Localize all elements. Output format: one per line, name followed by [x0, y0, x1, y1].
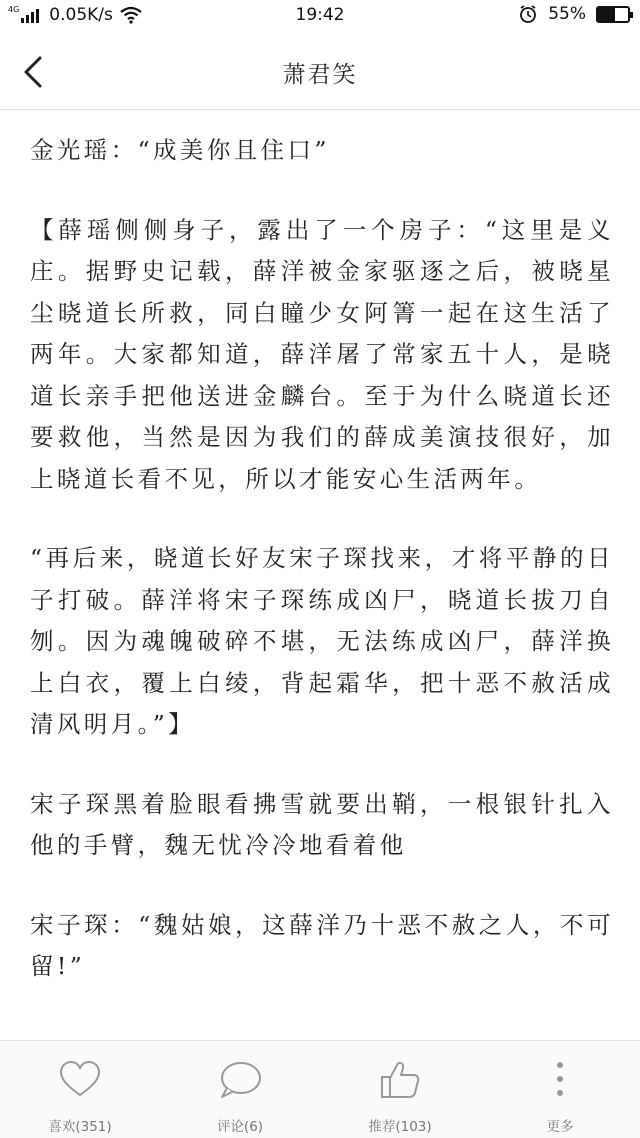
page-title: 萧君笑 [282, 62, 358, 88]
like-label: 喜欢(351) [48, 1119, 112, 1135]
more-label: 更多 [546, 1119, 574, 1135]
comment-bubble-icon [217, 1057, 263, 1103]
battery-icon [596, 6, 630, 23]
paragraph: 【薛瑶侧侧身子，露出了一个房子：“这里是义庄。据野史记载，薛洋被金家驱逐之后，被晓星尘晓道长所救，同白瞳少女阿箐一起在这生活了两年。大家都知道，薛洋屠了常家五十人，是晓道长亲手把他送进金麟台。至于为什么晓道长还要救他，当然是因为我们的薛成美演技很好，加上晓道长看不见，所以才能安心生活两年。 [30, 215, 614, 493]
battery-percent: 55% [548, 4, 586, 24]
recommend-button[interactable] [320, 1041, 480, 1138]
heart-icon [57, 1057, 103, 1103]
like-button[interactable] [0, 1041, 160, 1138]
comment-button[interactable] [160, 1041, 320, 1138]
more-button[interactable] [480, 1041, 640, 1138]
network-type: 4G [8, 4, 20, 14]
battery-level [598, 8, 615, 21]
thumbs-up-icon [377, 1057, 423, 1103]
status-right [518, 4, 630, 24]
bottom-toolbar [0, 1040, 640, 1138]
nav-bar [0, 34, 640, 110]
network-speed: 0.05K/s [49, 5, 113, 25]
more-vertical-icon [537, 1057, 583, 1103]
status-bar [0, 0, 640, 34]
paragraph: “再后来，晓道长好友宋子琛找来，才将平静的日子打破。薛洋将宋子琛练成凶尸，晓道长拔刀自刎。因为魂魄破碎不堪，无法练成凶尸，薛洋换上白衣，覆上白绫，背起霜华，把十恶不赦活成清风明月。”】 [30, 544, 614, 738]
recommend-label: 推荐(103) [368, 1119, 432, 1135]
comment-label: 评论(6) [216, 1119, 264, 1135]
paragraph: 金光瑶：“成美你且住口” [30, 136, 330, 164]
article-content [0, 130, 640, 1035]
clock-time: 19:42 [295, 5, 345, 25]
paragraph: 宋子琛黑着脸眼看拂雪就要出鞘，一根银针扎入他的手臂，魏无忧冷冷地看着他 [30, 789, 614, 859]
alarm-clock-icon [518, 4, 538, 24]
paragraph: 宋子琛：“魏姑娘，这薛洋乃十恶不赦之人，不可留!” [30, 910, 614, 980]
